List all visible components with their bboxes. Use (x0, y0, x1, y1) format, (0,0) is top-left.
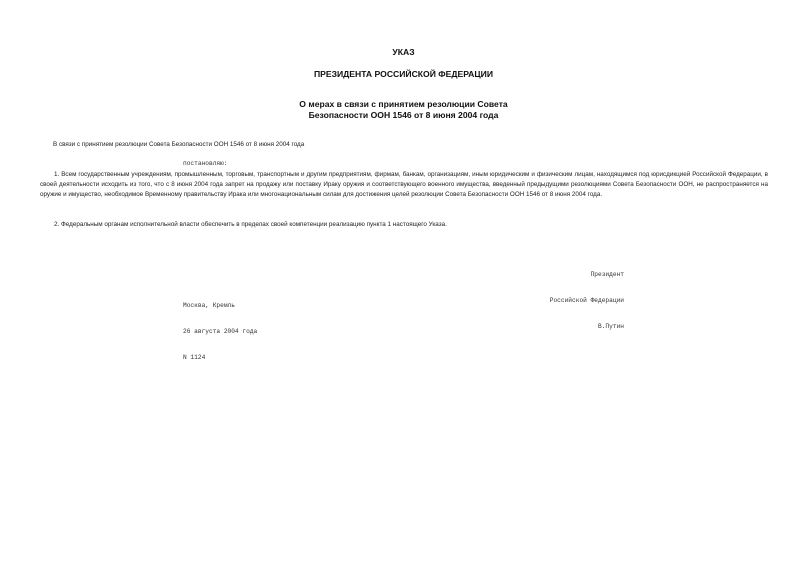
decree-number: N 1124 (183, 354, 206, 362)
place-location: Москва, Кремль (183, 301, 235, 309)
signature-country: Российской Федерации (549, 296, 624, 304)
signature-name: В.Путин (598, 323, 624, 331)
signature-block (480, 253, 624, 350)
preamble-text: В связи с принятием резолюции Совета Безопасности ООН 1546 от 8 июня 2004 года (53, 141, 305, 148)
decree-word: постановляю: (183, 160, 228, 167)
place-date: 26 августа 2004 года (183, 327, 258, 335)
title-line-1: О мерах в связи с принятием резолюции Совета (299, 99, 508, 109)
title-line-2: Безопасности ООН 1546 от 8 июня 2004 года (308, 110, 499, 120)
doc-type-heading: УКАЗ (392, 47, 415, 57)
issuer-heading: ПРЕЗИДЕНТА РОССИЙСКОЙ ФЕДЕРАЦИИ (313, 69, 494, 79)
signature-title: Президент (590, 270, 624, 278)
decree-item-2: 2. Федеральным органам исполнительной власти обеспечить в пределах своей компетенции реализацию пункта 1 настоящего Указа. (54, 221, 447, 228)
decree-item-1: 1. Всем государственным учреждениям, промышленным, торговым, транспортным и другим предприятиям, фирмам, банкам, организациям, иным юридическим и физическим лицам, находящимся под юрисдикцией Российской Федерации, в своей деятельности исходить из того, что с 8 июня 2004 года запрет на продажу или поставку Ираку оружия и соответствующего военного имущества, введенный предыдущими резолюциями Совета Безопасности ООН, не распространяется на оружие и имущество, необходимое Временному правительству Ирака или многонациональным силам для достижения целей резолюции Совета Безопасности ООН 1546 от 8 июня 2004 года. (40, 171, 768, 198)
place-date-block (183, 284, 257, 381)
